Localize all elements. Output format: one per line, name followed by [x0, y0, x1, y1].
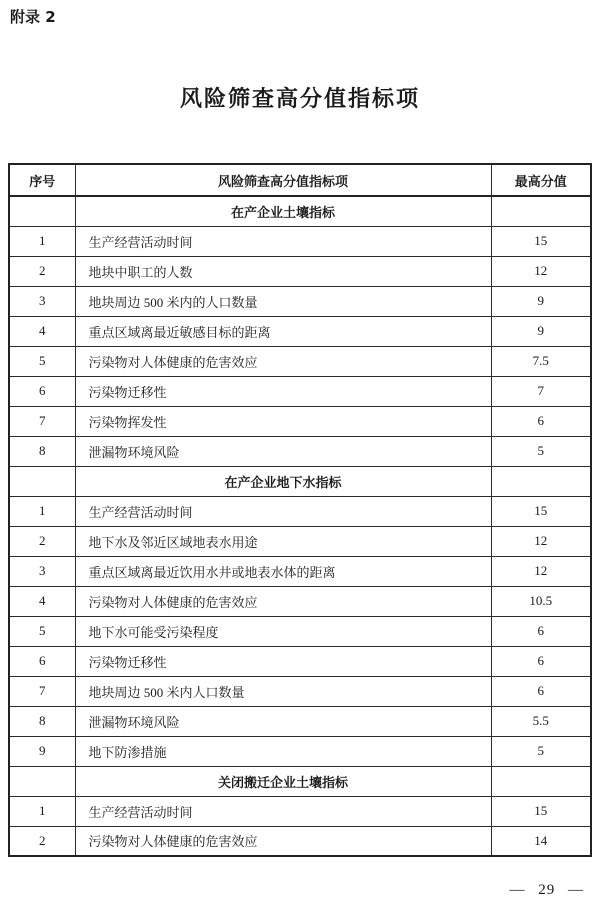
table-row: [9, 226, 591, 256]
serial-cell: 1: [9, 796, 75, 826]
score-cell: 14: [491, 826, 591, 856]
indicator-cell: 污染物对人体健康的危害效应: [75, 346, 491, 376]
header-indicator: 风险筛查高分值指标项: [75, 164, 491, 196]
indicator-cell: 污染物挥发性: [75, 406, 491, 436]
table-row: [9, 406, 591, 436]
indicator-cell: 地块中职工的人数: [75, 256, 491, 286]
score-cell: 15: [491, 496, 591, 526]
serial-cell: [9, 196, 75, 226]
section-row: [9, 766, 591, 796]
table-row: [9, 436, 591, 466]
indicator-cell: 泄漏物环境风险: [75, 706, 491, 736]
indicator-cell: 污染物迁移性: [75, 376, 491, 406]
serial-cell: 1: [9, 226, 75, 256]
table-row: [9, 256, 591, 286]
indicator-cell: 生产经营活动时间: [75, 796, 491, 826]
header-serial: 序号: [9, 164, 75, 196]
indicator-cell: 污染物对人体健康的危害效应: [75, 826, 491, 856]
table-row: [9, 706, 591, 736]
score-cell: [491, 766, 591, 796]
score-cell: 9: [491, 286, 591, 316]
table-row: [9, 736, 591, 766]
serial-cell: 4: [9, 316, 75, 346]
section-title-cell: 关闭搬迁企业土壤指标: [75, 766, 491, 796]
score-cell: [491, 466, 591, 496]
indicator-cell: 污染物迁移性: [75, 646, 491, 676]
section-title-cell: 在产企业地下水指标: [75, 466, 491, 496]
indicator-cell: 泄漏物环境风险: [75, 436, 491, 466]
score-cell: 12: [491, 556, 591, 586]
serial-cell: 2: [9, 526, 75, 556]
table-row: [9, 526, 591, 556]
table-row: [9, 826, 591, 856]
score-cell: 15: [491, 796, 591, 826]
indicator-cell: 生产经营活动时间: [75, 226, 491, 256]
score-cell: 12: [491, 526, 591, 556]
indicator-cell: 地下防渗措施: [75, 736, 491, 766]
header-max-score: 最高分值: [491, 164, 591, 196]
serial-cell: 6: [9, 646, 75, 676]
table-row: [9, 616, 591, 646]
serial-cell: 8: [9, 706, 75, 736]
serial-cell: 4: [9, 586, 75, 616]
serial-cell: 6: [9, 376, 75, 406]
page-title: 风险筛查高分值指标项: [179, 87, 420, 112]
table-row: [9, 586, 591, 616]
score-cell: 6: [491, 646, 591, 676]
serial-cell: 5: [9, 346, 75, 376]
score-cell: 5: [491, 736, 591, 766]
score-cell: 7: [491, 376, 591, 406]
table-row: [9, 376, 591, 406]
table-row: [9, 316, 591, 346]
table-row: [9, 556, 591, 586]
serial-cell: [9, 466, 75, 496]
score-cell: [491, 196, 591, 226]
indicator-cell: 地块周边 500 米内的人口数量: [75, 286, 491, 316]
serial-cell: 5: [9, 616, 75, 646]
score-cell: 9: [491, 316, 591, 346]
indicator-cell: 地下水可能受污染程度: [75, 616, 491, 646]
table-row: [9, 496, 591, 526]
serial-cell: 3: [9, 286, 75, 316]
score-cell: 7.5: [491, 346, 591, 376]
table-row: [9, 796, 591, 826]
score-cell: 5: [491, 436, 591, 466]
table-row: [9, 286, 591, 316]
table-header-row: [9, 164, 591, 196]
section-row: [9, 466, 591, 496]
serial-cell: 2: [9, 256, 75, 286]
score-cell: 6: [491, 676, 591, 706]
serial-cell: 8: [9, 436, 75, 466]
indicator-cell: 污染物对人体健康的危害效应: [75, 586, 491, 616]
page-number: — 29 —: [509, 882, 584, 898]
indicator-cell: 重点区域离最近敏感目标的距离: [75, 316, 491, 346]
section-title-cell: 在产企业土壤指标: [75, 196, 491, 226]
serial-cell: 3: [9, 556, 75, 586]
table-row: [9, 646, 591, 676]
indicator-cell: 生产经营活动时间: [75, 496, 491, 526]
score-cell: 15: [491, 226, 591, 256]
serial-cell: [9, 766, 75, 796]
table-body: [9, 196, 591, 856]
score-cell: 6: [491, 406, 591, 436]
section-row: [9, 196, 591, 226]
indicator-cell: 地块周边 500 米内人口数量: [75, 676, 491, 706]
serial-cell: 9: [9, 736, 75, 766]
score-table: [8, 163, 592, 857]
score-cell: 5.5: [491, 706, 591, 736]
table-row: [9, 346, 591, 376]
serial-cell: 2: [9, 826, 75, 856]
table-row: [9, 676, 591, 706]
serial-cell: 1: [9, 496, 75, 526]
serial-cell: 7: [9, 406, 75, 436]
appendix-label: 附录 2: [10, 8, 56, 26]
indicator-cell: 地下水及邻近区域地表水用途: [75, 526, 491, 556]
score-cell: 12: [491, 256, 591, 286]
score-cell: 10.5: [491, 586, 591, 616]
score-cell: 6: [491, 616, 591, 646]
serial-cell: 7: [9, 676, 75, 706]
indicator-cell: 重点区域离最近饮用水井或地表水体的距离: [75, 556, 491, 586]
